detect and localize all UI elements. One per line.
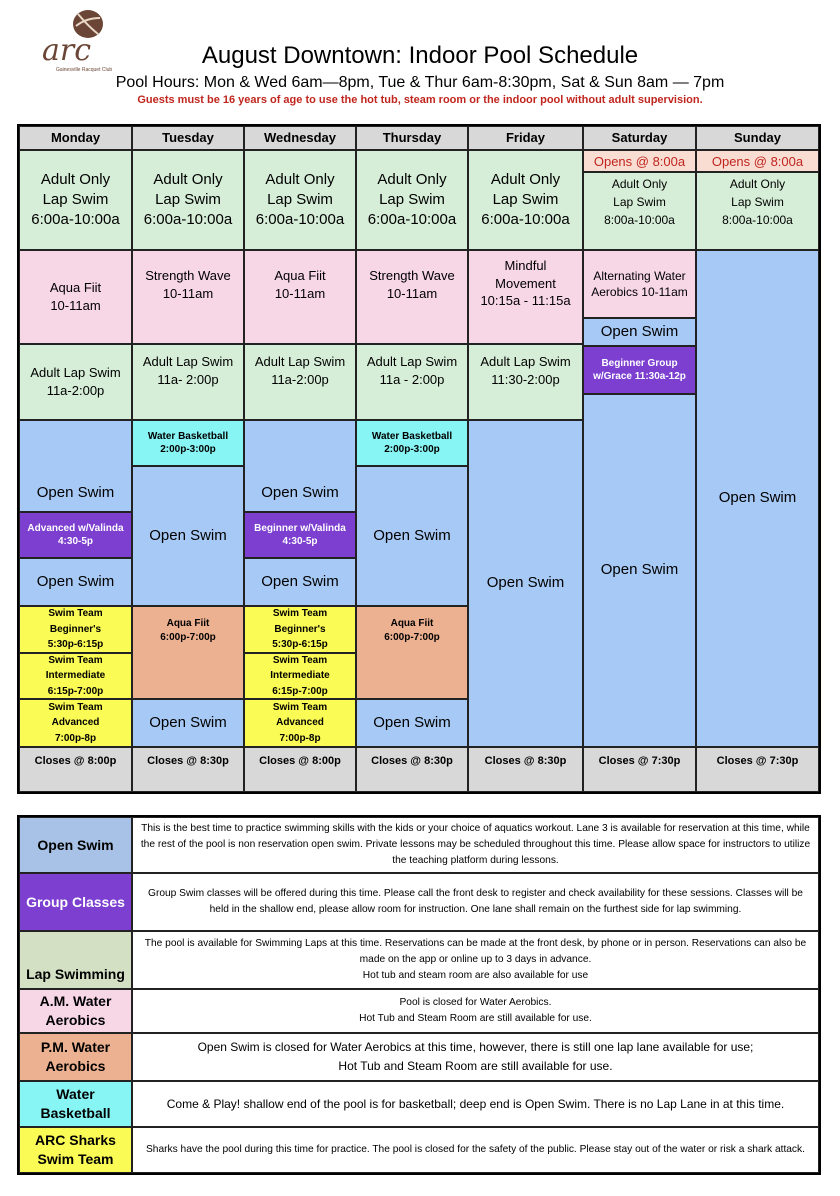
day-header-sunday: Sunday xyxy=(696,126,819,150)
legend-key: Water Basketball xyxy=(19,1081,132,1127)
legend-row-am-aerobics xyxy=(19,989,819,1033)
tue-water-basketball: Water Basketball 2:00p-3:00p xyxy=(132,420,244,466)
legend-description: This is the best time to practice swimming skills with the kids or your choice of aquatics workout. Lane 3 is available for reservation at this time, while the rest of the pool is non reservation open swim. Private lessons may be scheduled throughout this time. Please allow space for instructors to utilize the teaching platform during lessons. xyxy=(132,817,819,873)
wed-group-class: Beginner w/Valinda 4:30-5p xyxy=(244,512,356,558)
page-title: August Downtown: Indoor Pool Schedule xyxy=(201,42,639,69)
wed-adult-lap: Adult Lap Swim 11a-2:00p xyxy=(244,344,356,420)
legend-key: ARC Sharks Swim Team xyxy=(19,1127,132,1173)
legend-row-group-classes xyxy=(19,873,819,931)
wed-aqua-fiit: Aqua Fiit 10-11am xyxy=(244,250,356,344)
wed-swim-team-intermediate: Swim Team Intermediate 6:15p-7:00p xyxy=(244,653,356,699)
tue-open-swim-2: Open Swim xyxy=(132,699,244,747)
fri-open-swim: Open Swim xyxy=(468,420,583,747)
wed-open-swim-1: Open Swim xyxy=(244,420,356,512)
legend-key: A.M. Water Aerobics xyxy=(19,989,132,1033)
legend-key: Group Classes xyxy=(19,873,132,931)
tue-open-swim-1: Open Swim xyxy=(132,466,244,606)
thu-water-basketball: Water Basketball 2:00p-3:00p xyxy=(356,420,468,466)
age-warning: Guests must be 16 years of age to use the hot tub, steam room or the indoor pool without adult supervision. xyxy=(137,94,703,106)
fri-closing-time: Closes @ 8:30p xyxy=(468,747,583,792)
legend-row-pm-aerobics xyxy=(19,1033,819,1081)
legend-key: P.M. Water Aerobics xyxy=(19,1033,132,1081)
sat-open-swim: Open Swim xyxy=(583,394,696,747)
tue-strength-wave: Strength Wave 10-11am xyxy=(132,250,244,344)
wed-open-swim-2: Open Swim xyxy=(244,558,356,606)
day-header-friday: Friday xyxy=(468,126,583,150)
mon-open-swim-1: Open Swim xyxy=(19,420,132,512)
logo-tagline: Gainesville Racquet Club xyxy=(56,67,113,73)
legend-row-swim-team xyxy=(19,1127,819,1173)
mon-open-swim-2: Open Swim xyxy=(19,558,132,606)
pool-hours: Pool Hours: Mon & Wed 6am—8pm, Tue & Thur 6am-8:30pm, Sat & Sun 8am — 7pm xyxy=(115,74,725,91)
day-header-saturday: Saturday xyxy=(583,126,696,150)
sat-water-aerobics: Alternating Water Aerobics 10-11am xyxy=(583,250,696,318)
legend-row-lap-swimming xyxy=(19,931,819,989)
sat-group-class: Beginner Group w/Grace 11:30a-12p xyxy=(583,346,696,394)
sun-open-swim: Open Swim xyxy=(696,250,819,747)
tue-adult-lap: Adult Lap Swim 11a- 2:00p xyxy=(132,344,244,420)
day-header-tuesday: Tuesday xyxy=(132,126,244,150)
wed-lap-swim: Adult Only Lap Swim 6:00a-10:00a xyxy=(244,150,356,250)
thu-open-swim-2: Open Swim xyxy=(356,699,468,747)
sat-closing-time: Closes @ 7:30p xyxy=(583,747,696,792)
sun-opens-time: Opens @ 8:00a xyxy=(696,150,819,172)
tue-pm-aqua-fiit: Aqua Fiit 6:00p-7:00p xyxy=(132,606,244,699)
legend-description: Come & Play! shallow end of the pool is for basketball; deep end is Open Swim. There is no Lap Lane in at this time. xyxy=(132,1081,819,1127)
thu-lap-swim: Adult Only Lap Swim 6:00a-10:00a xyxy=(356,150,468,250)
mon-lap-swim: Adult Only Lap Swim 6:00a-10:00a xyxy=(19,150,132,250)
sun-closing-time: Closes @ 7:30p xyxy=(696,747,819,792)
wed-swim-team-advanced: Swim Team Advanced 7:00p-8p xyxy=(244,699,356,747)
mon-aqua-fiit: Aqua Fiit 10-11am xyxy=(19,250,132,344)
tue-closing-time: Closes @ 8:30p xyxy=(132,747,244,792)
tue-lap-swim: Adult Only Lap Swim 6:00a-10:00a xyxy=(132,150,244,250)
sat-lap-swim: Adult Only Lap Swim 8:00a-10:00a xyxy=(583,172,696,250)
legend-row-open-swim xyxy=(19,817,819,873)
thu-strength-wave: Strength Wave 10-11am xyxy=(356,250,468,344)
day-header-wednesday: Wednesday xyxy=(244,126,356,150)
fri-lap-swim: Adult Only Lap Swim 6:00a-10:00a xyxy=(468,150,583,250)
logo-wordmark: arc xyxy=(42,33,92,68)
fri-mindful-movement: Mindful Movement 10:15a - 11:15a xyxy=(468,250,583,344)
sat-opens-time: Opens @ 8:00a xyxy=(583,150,696,172)
wed-swim-team-beginner: Swim Team Beginner's 5:30p-6:15p xyxy=(244,606,356,653)
fri-adult-lap: Adult Lap Swim 11:30-2:00p xyxy=(468,344,583,420)
legend-description: The pool is available for Swimming Laps at this time. Reservations can be made at the front desk, by phone or in person. Reservations can also be made on the app or online up to 3 days in advance. Hot tub and steam room are also available for use xyxy=(132,931,819,989)
legend-description: Open Swim is closed for Water Aerobics at this time, however, there is still one lap lane available for use; Hot Tub and Steam Room are still available for use. xyxy=(132,1033,819,1081)
thu-closing-time: Closes @ 8:30p xyxy=(356,747,468,792)
mon-closing-time: Closes @ 8:00p xyxy=(19,747,132,792)
mon-adult-lap: Adult Lap Swim 11a-2:00p xyxy=(19,344,132,420)
legend-description: Group Swim classes will be offered during this time. Please call the front desk to register and check availability for these sessions. Classes will be held in the shallow end, please allow room for instruction. One lane shall remain on the furthest side for lap swimming. xyxy=(132,873,819,931)
legend-key: Lap Swimming xyxy=(19,931,132,989)
mon-swim-team-intermediate: Swim Team Intermediate 6:15p-7:00p xyxy=(19,653,132,699)
schedule-grid xyxy=(17,124,821,794)
thu-adult-lap: Adult Lap Swim 11a - 2:00p xyxy=(356,344,468,420)
legend-table xyxy=(17,815,821,1175)
legend-key: Open Swim xyxy=(19,817,132,873)
legend-description: Sharks have the pool during this time for practice. The pool is closed for the safety of the public. Please stay out of the water or risk a shark attack. xyxy=(132,1127,819,1173)
thu-pm-aqua-fiit: Aqua Fiit 6:00p-7:00p xyxy=(356,606,468,699)
sat-open-swim-0: Open Swim xyxy=(583,318,696,346)
thu-open-swim-1: Open Swim xyxy=(356,466,468,606)
mon-swim-team-advanced: Swim Team Advanced 7:00p-8p xyxy=(19,699,132,747)
day-header-thursday: Thursday xyxy=(356,126,468,150)
sun-lap-swim: Adult Only Lap Swim 8:00a-10:00a xyxy=(696,172,819,250)
wed-closing-time: Closes @ 8:00p xyxy=(244,747,356,792)
day-header-monday: Monday xyxy=(19,126,132,150)
mon-swim-team-beginner: Swim Team Beginner's 5:30p-6:15p xyxy=(19,606,132,653)
legend-description: Pool is closed for Water Aerobics. Hot Tub and Steam Room are still available for use. xyxy=(132,989,819,1033)
legend-row-water-basketball xyxy=(19,1081,819,1127)
mon-group-class: Advanced w/Valinda 4:30-5p xyxy=(19,512,132,558)
